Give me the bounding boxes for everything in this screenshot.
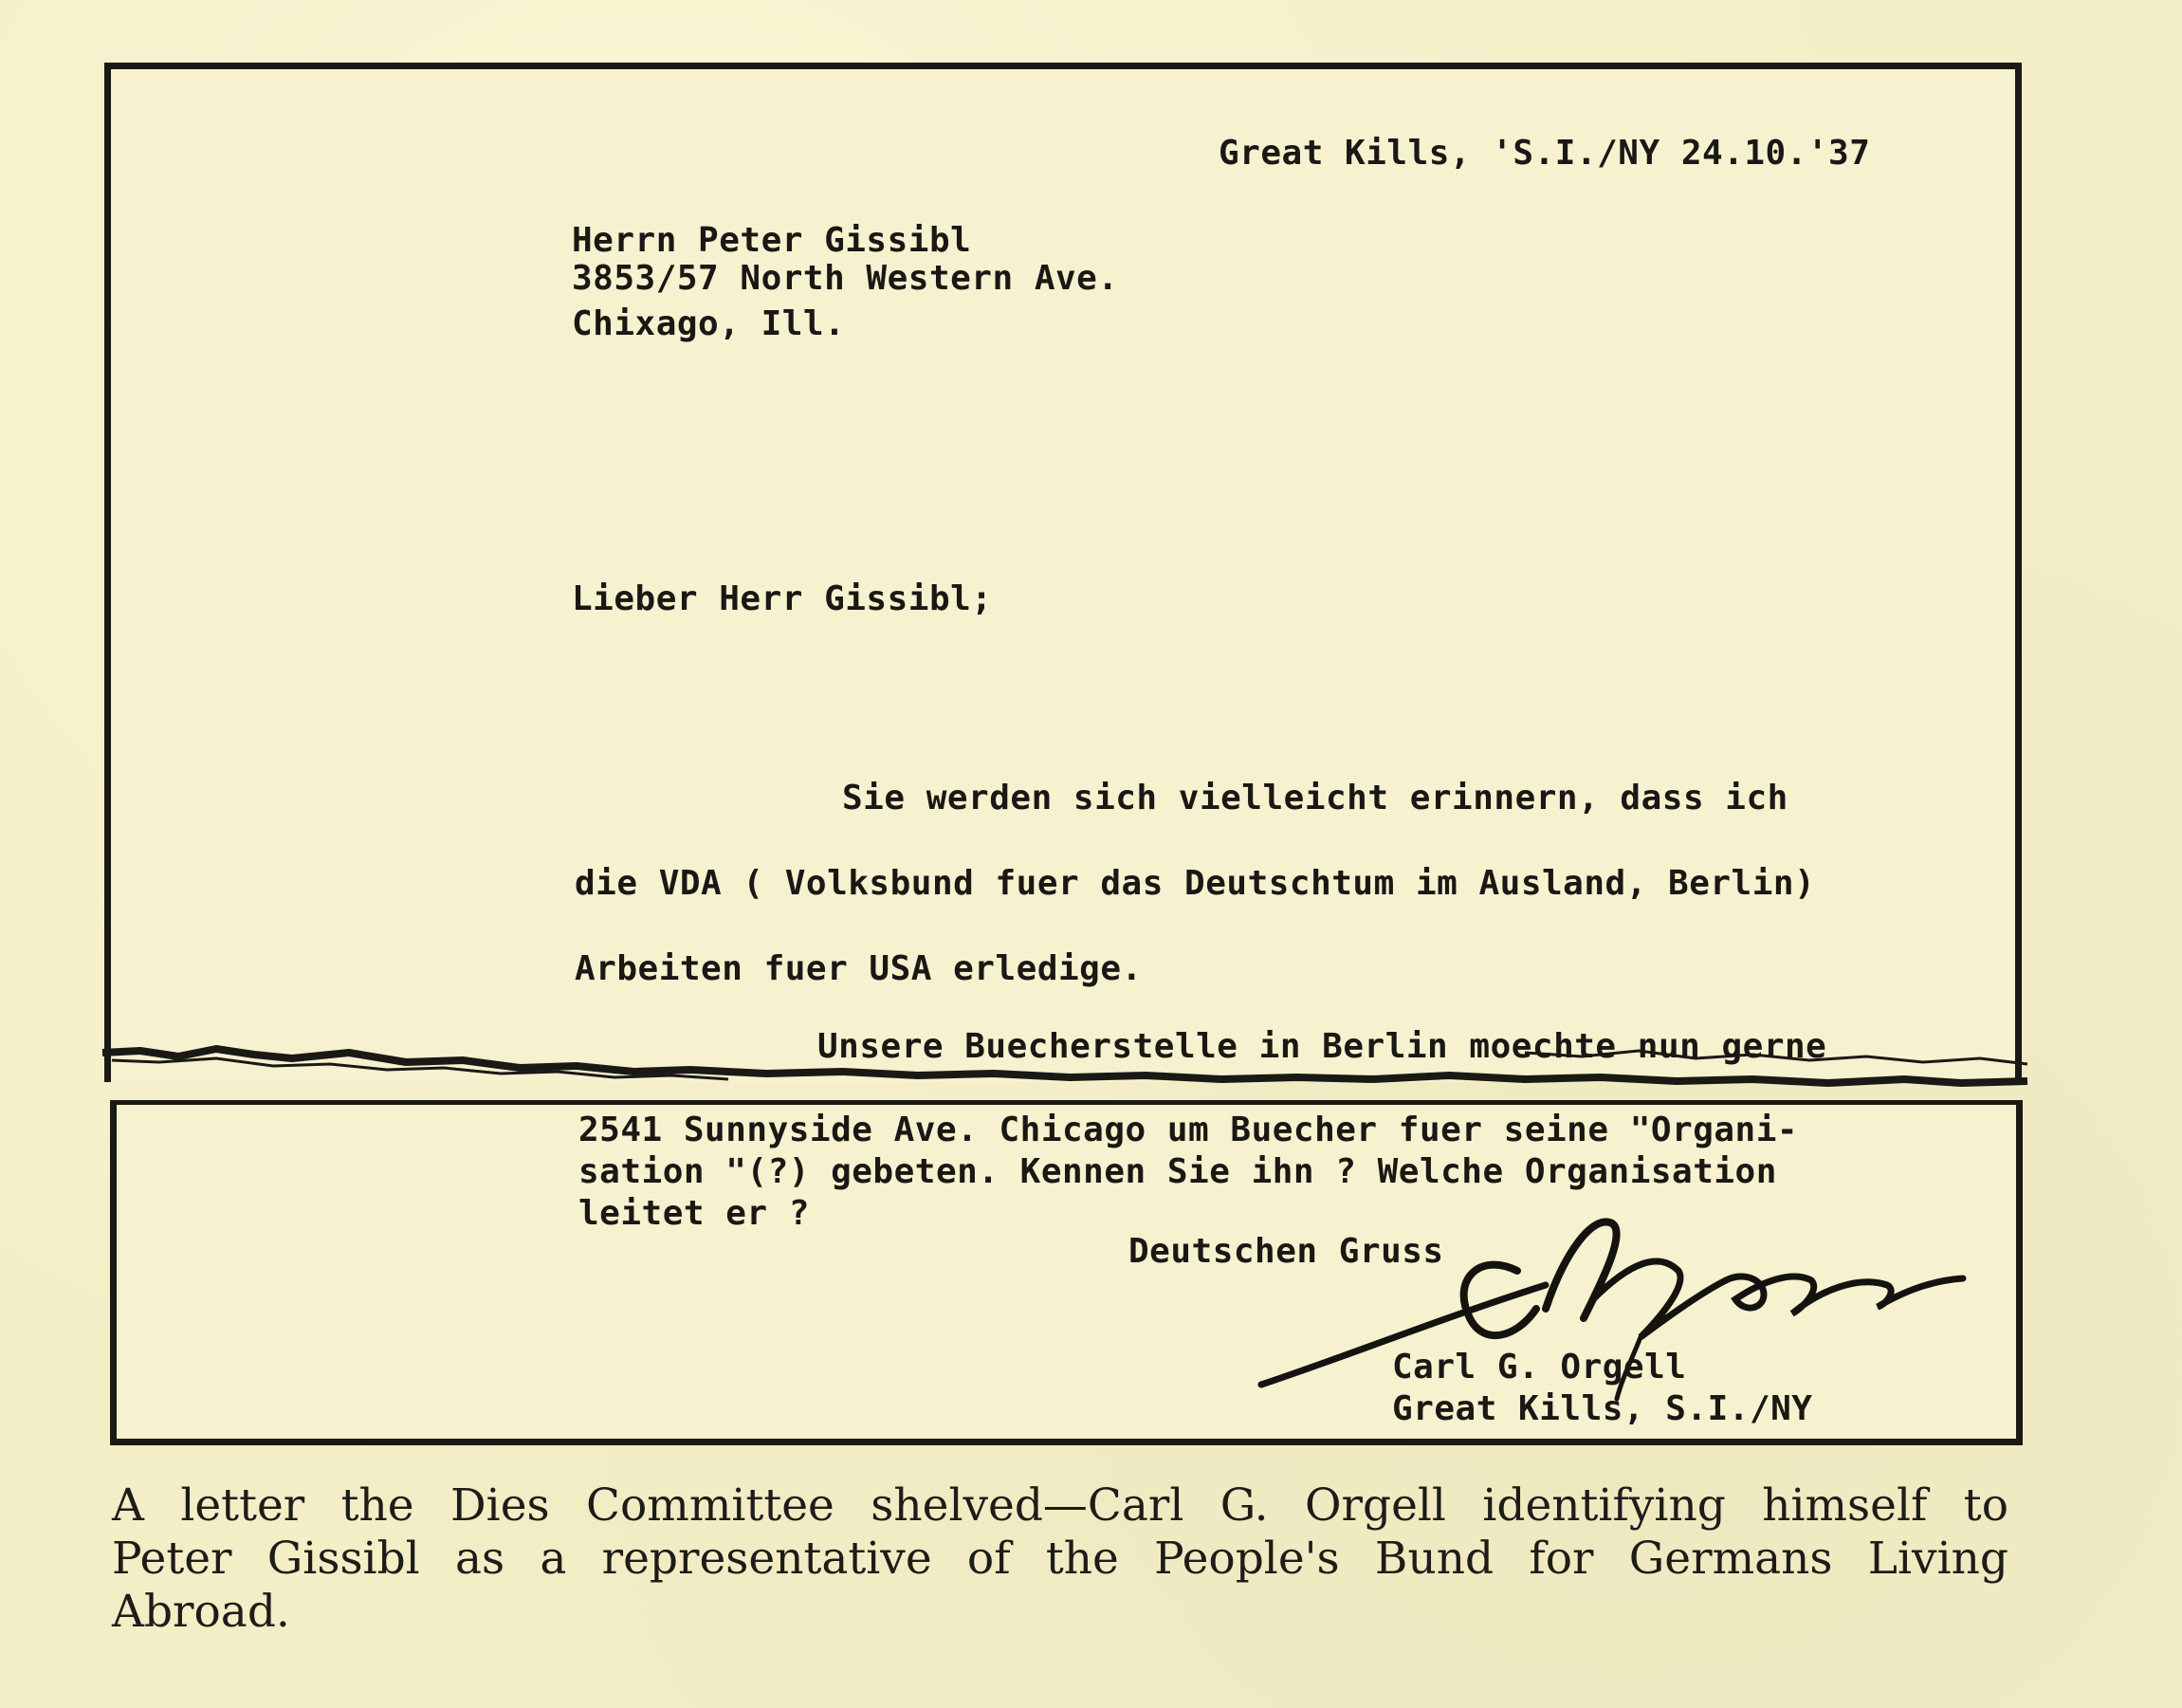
paragraph1-line2: die VDA ( Volksbund fuer das Deutschtum im Ausland, Berlin) (575, 864, 1816, 903)
letter-closing: Deutschen Gruss (1128, 1232, 1444, 1271)
recipient-name: Herrn Peter Gissibl (572, 221, 972, 260)
continuation-line3: leitet er ? (578, 1194, 810, 1233)
paragraph1-line3: Arbeiten fuer USA erledige. (575, 949, 1143, 988)
paragraph1-line1: Sie werden sich vielleicht erinnern, dass ich (842, 779, 1788, 817)
letter-dateline: Great Kills, 'S.I./NY 24.10.'37 (1219, 134, 1871, 173)
letter-top-fragment (104, 63, 2022, 1082)
recipient-street: 3853/57 North Western Ave. (572, 259, 1119, 298)
letter-salutation: Lieber Herr Gissibl; (572, 579, 993, 618)
continuation-line2: sation "(?) gebeten. Kennen Sie ihn ? Welche Organisation (578, 1152, 1777, 1191)
caption-line1: A letter the Dies Committee shelved—Carl G. Orgell identifying himself to (112, 1479, 2008, 1532)
recipient-city: Chixago, Ill. (572, 304, 846, 343)
figure-caption (112, 1479, 2008, 1639)
caption-line3: Abroad. (112, 1586, 290, 1638)
signature-name: Carl G. Orgell (1392, 1348, 1687, 1387)
paragraph2-line1: Unsere Buecherstelle in Berlin moechte nun gerne (817, 1027, 1827, 1066)
continuation-line1: 2541 Sunnyside Ave. Chicago um Buecher fuer seine "Organi- (578, 1111, 1799, 1149)
caption-line2: Peter Gissibl as a representative of the People's Bund for Germans Living (112, 1533, 2008, 1585)
signature-place: Great Kills, S.I./NY (1392, 1389, 1813, 1428)
